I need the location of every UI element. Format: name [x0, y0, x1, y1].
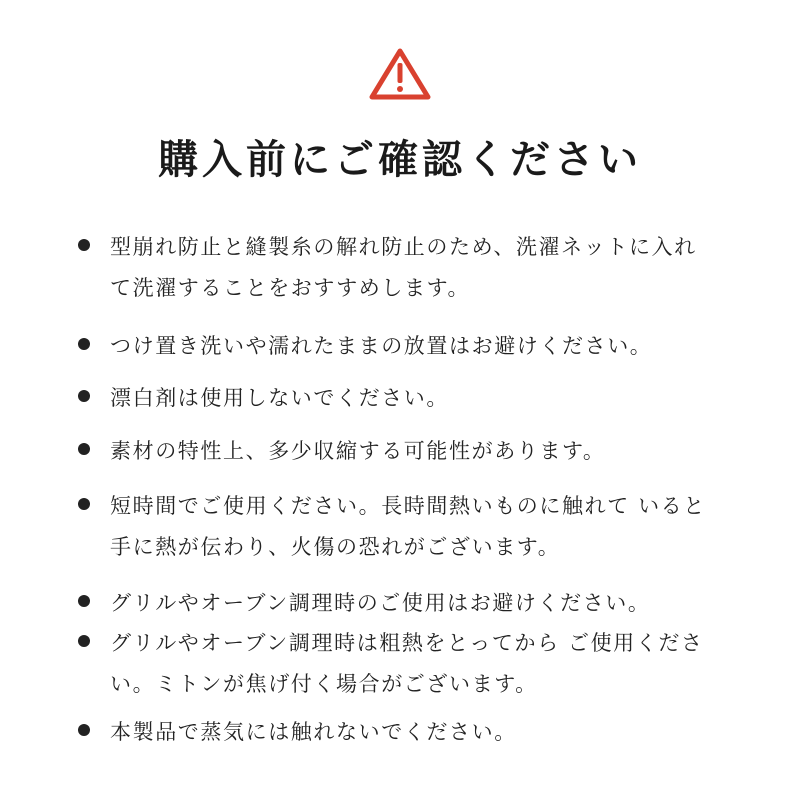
notice-line: 短時間でご使用ください。長時間熱いものに触れて いると — [110, 494, 706, 518]
notice-line: い。ミトンが焦げ付く場合がございます。 — [110, 672, 538, 696]
notice-item — [78, 227, 728, 309]
bullet-icon — [78, 595, 90, 607]
notice-item — [78, 378, 728, 419]
notice-line: 本製品で蒸気には触れないでください。 — [110, 720, 517, 744]
notice-text — [110, 712, 728, 753]
notice-item — [78, 583, 728, 624]
notice-line: て洗濯することをおすすめします。 — [110, 276, 471, 300]
bullet-icon — [78, 239, 90, 251]
notice-text — [110, 378, 728, 419]
notice-line: グリルやオーブン調理時のご使用はお避けください。 — [110, 591, 651, 615]
notice-text — [110, 623, 728, 705]
notice-text — [110, 583, 728, 624]
notice-item — [78, 431, 728, 472]
notice-line: つけ置き洗いや濡れたままの放置はお避けください。 — [110, 334, 653, 358]
notice-item — [78, 326, 728, 367]
bullet-icon — [78, 390, 90, 402]
notice-text — [110, 227, 728, 309]
notice-line: 型崩れ防止と縫製糸の解れ防止のため、洗濯ネットに入れ — [110, 235, 697, 259]
notice-line: 素材の特性上、多少収縮する可能性があります。 — [110, 439, 606, 463]
notice-text — [110, 486, 728, 568]
bullet-icon — [78, 635, 90, 647]
notice-item — [78, 486, 728, 568]
page-title: 購入前にご確認ください — [158, 137, 642, 183]
notice-line: 手に熱が伝わり、火傷の恐れがございます。 — [110, 535, 561, 559]
notice-text — [110, 326, 728, 367]
bullet-icon — [78, 338, 90, 350]
notice-item — [78, 623, 728, 705]
notice-line: グリルやオーブン調理時は粗熱をとってから ご使用くださ — [110, 631, 704, 655]
notice-text — [110, 431, 728, 472]
notice-item — [78, 712, 728, 753]
bullet-icon — [78, 443, 90, 455]
bullet-icon — [78, 724, 90, 736]
notice-line: 漂白剤は使用しないでください。 — [110, 386, 449, 410]
bullet-icon — [78, 498, 90, 510]
